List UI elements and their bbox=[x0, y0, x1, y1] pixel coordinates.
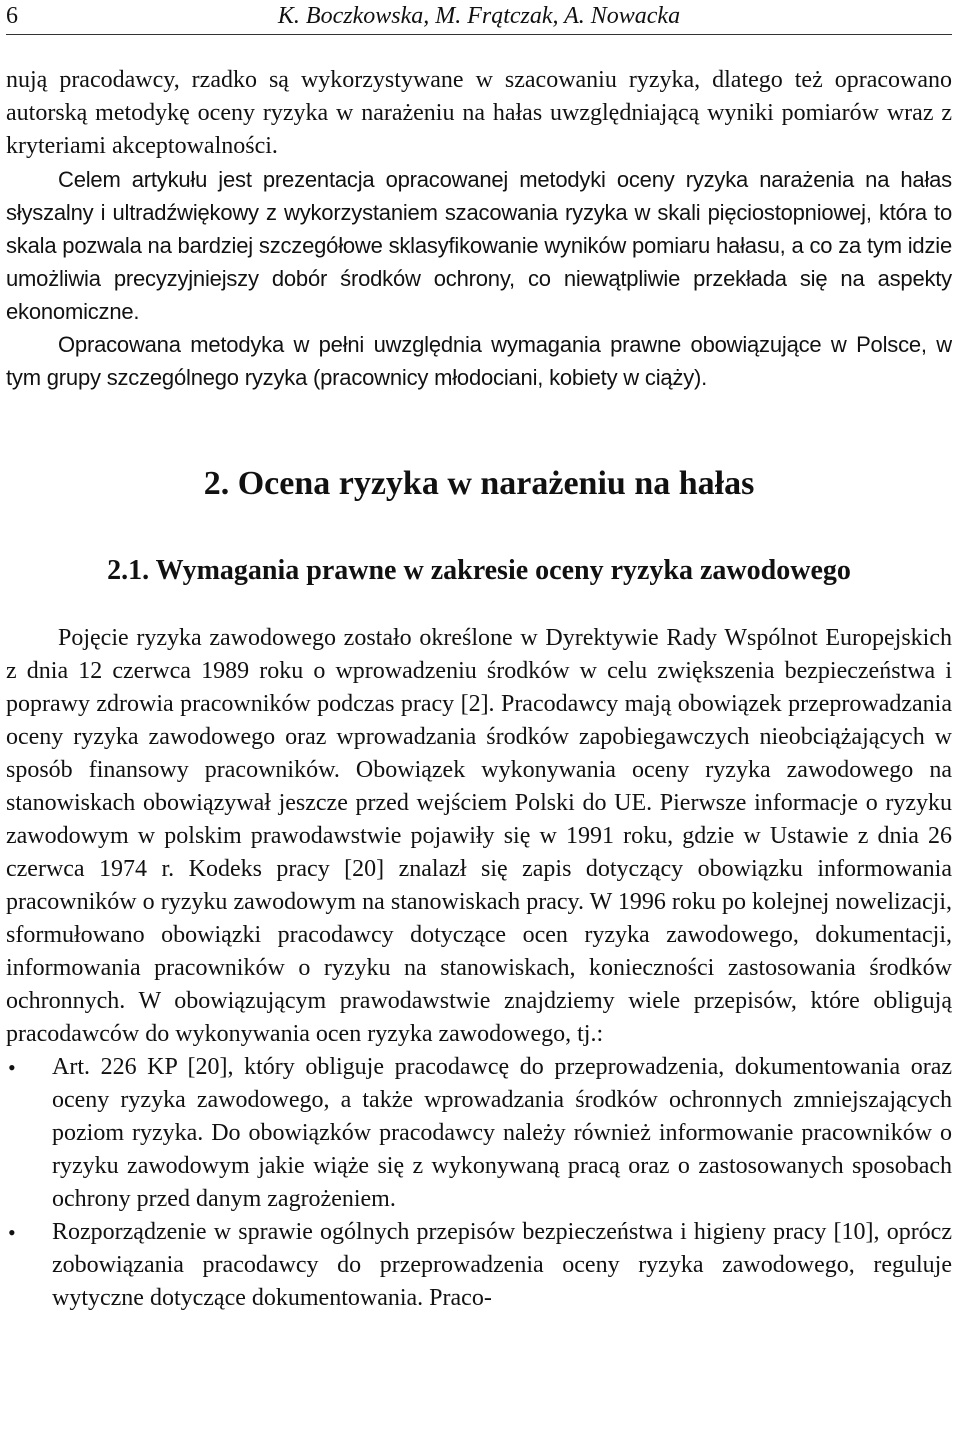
bullet-icon: • bbox=[8, 1220, 16, 1245]
list-item bbox=[6, 1051, 952, 1216]
subsection-heading: 2.1. Wymagania prawne w zakresie oceny ryzyka zawodowego bbox=[107, 555, 851, 586]
running-header-authors: K. Boczkowska, M. Frątczak, A. Nowacka bbox=[277, 3, 681, 29]
section-heading: 2. Ocena ryzyka w narażeniu na hałas bbox=[203, 465, 755, 502]
list-item bbox=[6, 1216, 952, 1315]
header-rule bbox=[6, 34, 952, 35]
bullet-icon: • bbox=[8, 1055, 16, 1080]
list-item-text: Art. 226 KP [20], który obliguje pracodawcę do przeprowadzenia, dokumentowania oraz oceny ryzyka zawodowego, a także wprowadzania środków ochronnych zmniejszających poziom ryzyka. Do obowiązków pracodawcy należy również informowanie pracowników o ryzyku zawodowym jakie wiąże się z wykonywaną pracą oraz o zastosowanych sposobach ochrony przed danym zagrożeniem. bbox=[52, 1054, 952, 1212]
intro-paragraph-aim: Celem artykułu jest prezentacja opracowanej metodyki oceny ryzyka narażenia na hałas słyszalny i ultradźwiękowy z wykorzystaniem szacowania ryzyka w skali pięciostopniowej, która to skala pozwala na bardziej szczegółowe sklasyfikowanie wyników pomiaru hałasu, a co za tym idzie umożliwia precyzyjniejszy dobór środków ochrony, co niewątpliwie przekłada się na aspekty ekonomiczne. bbox=[6, 167, 952, 324]
document-page bbox=[6, 0, 952, 1440]
running-header bbox=[6, 0, 952, 40]
intro-paragraph-continued: nują pracodawcy, rzadko są wykorzystywane w szacowaniu ryzyka, dlatego też opracowano autorską metodykę oceny ryzyka w narażeniu na hałas uwzględniającą wyniki pomiarów wraz z kryteriami akceptowalności. bbox=[6, 67, 952, 159]
page-number: 6 bbox=[6, 3, 18, 29]
list-item-text: Rozporządzenie w sprawie ogólnych przepisów bezpieczeństwa i higieny pracy [10], oprócz zobowiązania pracodawcy do przeprowadzenia oceny ryzyka zawodowego, reguluje wytyczne dotyczące dokumentowania. Praco- bbox=[52, 1219, 952, 1311]
intro-paragraph-methodology: Opracowana metodyka w pełni uwzględnia wymagania prawne obowiązujące w Polsce, w tym grupy szczególnego ryzyka (pracownicy młodociani, kobiety w ciąży). bbox=[6, 332, 952, 390]
requirements-list bbox=[6, 1051, 952, 1315]
subsection-paragraph: Pojęcie ryzyka zawodowego zostało określone w Dyrektywie Rady Wspólnot Europejskich z dnia 12 czerwca 1989 roku o wprowadzeniu środków w celu zwiększenia bezpieczeństwa i poprawy zdrowia pracowników podczas pracy [2]. Pracodawcy mają obowiązek przeprowadzania oceny ryzyka zawodowego oraz wprowadzania środków zapobiegawczych nieobciążających w sposób finansowy pracowników. Obowiązek wykonywania oceny ryzyka zawodowego na stanowiskach obowiązywał jeszcze przed wejściem Polski do UE. Pierwsze informacje o ryzyku zawodowym w polskim prawodawstwie pojawiły się w 1991 roku, gdzie w Ustawie z dnia 26 czerwca 1974 r. Kodeks pracy [20] znalazł się zapis dotyczący obowiązku informowania pracowników o ryzyku zawodowym na stanowiskach pracy. W 1996 roku po kolejnej nowelizacji, sformułowano obowiązki pracodawcy dotyczące ocen ryzyka zawodowego, dokumentacji, informowania pracowników o ryzyku na stanowiskach, konieczności zastosowania środków ochronnych. W obowiązującym prawodawstwie znajdziemy wiele przepisów, które obligują pracodawców do wykonywania ocen ryzyka zawodowego, tj.: bbox=[6, 625, 952, 1047]
